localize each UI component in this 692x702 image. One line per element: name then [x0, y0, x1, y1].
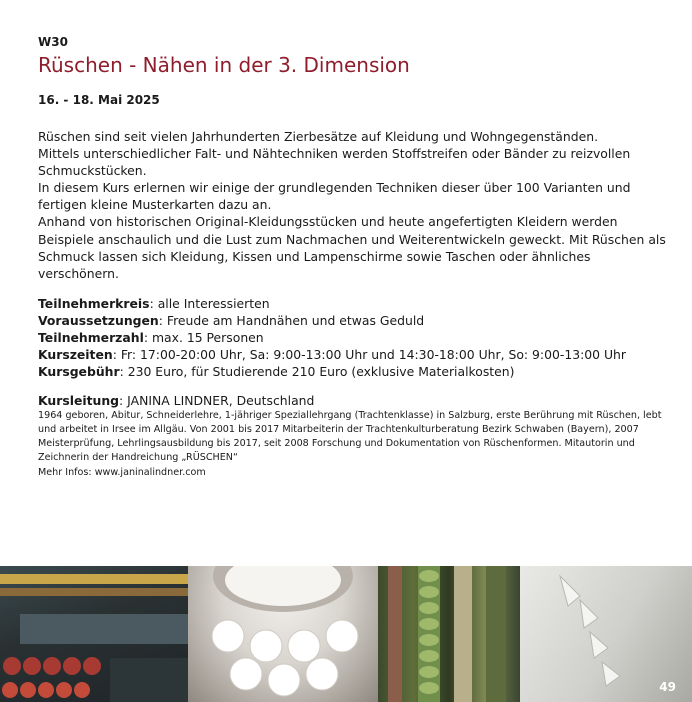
fact-value: 230 Euro, für Studierende 210 Euro (exklusive Materialkosten)	[127, 363, 515, 379]
course-facts	[38, 295, 668, 380]
fact-requirements: Voraussetzungen: Freude am Handnähen und etwas Geduld	[38, 312, 425, 328]
course-description	[38, 128, 668, 282]
photo-white-fabric-ruffle	[520, 566, 692, 702]
description-paragraph: In diesem Kurs erlernen wir einige der grundlegenden Techniken dieser über 100 Varianten und fertigen kleine Musterkarten dazu an.	[38, 180, 631, 213]
fact-participants: Teilnehmerkreis: alle Interessierten	[38, 295, 270, 311]
course-title: Rüschen - Nähen in der 3. Dimension	[38, 53, 410, 77]
description-paragraph: Anhand von historischen Original-Kleidungsstücken und heute angefertigten Kleidern werden Beispiele anschaulich und die Lust zum Nachmachen und Weiterentwickeln geweckt. Mit Rüschen als Schmuck lassen sich Kleidung, Kissen und Lampenschirme sowie Taschen oder ähnliches verschönern.	[38, 214, 666, 281]
fact-value: Freude am Handnähen und etwas Geduld	[166, 312, 425, 328]
ruffle-samples-image	[0, 566, 188, 702]
page-number: 49	[659, 680, 676, 694]
leader-bio: 1964 geboren, Abitur, Schneiderlehre, 1-jähriger Speziallehrgang (Trachtenklasse) in Salzburg, erste Berührung mit Rüschen, lebt und arbeitet in Irsee im Allgäu. Von 2001 bis 2017 Mitarbeiterin der Trachtenkulturberatung Bezirk Schwaben (Bayern), 2007 Meisterprüfung, Lehrlingsausbildung bis 2017, seit 2008 Forschung und Dokumentation von Rüschenformen. Mitautorin und Zeichnerin der Handreichung „RÜSCHEN“	[38, 409, 662, 464]
fact-label: Teilnehmerzahl	[38, 329, 144, 345]
fact-course-fee: Kursgebühr: 230 Euro, für Studierende 210 Euro (exklusive Materialkosten)	[38, 363, 515, 379]
fact-participant-count: Teilnehmerzahl: max. 15 Personen	[38, 329, 264, 345]
fact-label: Voraussetzungen	[38, 312, 159, 328]
photo-ruffle-samples	[0, 566, 188, 702]
photo-braided-trim	[378, 566, 520, 702]
description-paragraph: Rüschen sind seit vielen Jahrhunderten Zierbesätze auf Kleidung und Wohngegenständen.	[38, 129, 599, 144]
fact-value: Fr: 17:00-20:00 Uhr, Sa: 9:00-13:00 Uhr und 14:30-18:00 Uhr, So: 9:00-13:00 Uhr	[120, 346, 626, 362]
fact-label: Teilnehmerkreis	[38, 295, 150, 311]
photo-strip	[0, 566, 692, 702]
fact-value: alle Interessierten	[157, 295, 270, 311]
leader-name: JANINA LINDNER, Deutschland	[127, 392, 315, 408]
braided-trim-image	[378, 566, 520, 702]
description-paragraph: Mittels unterschiedlicher Falt- und Nähtechniken werden Stoffstreifen oder Bänder zu reizvollen Schmuckstücken.	[38, 146, 631, 179]
course-dates: 16. - 18. Mai 2025	[38, 93, 160, 107]
fact-label: Kurszeiten	[38, 346, 113, 362]
fact-label: Kursgebühr	[38, 363, 120, 379]
course-leader: Kursleitung: JANINA LINDNER, Deutschland	[38, 392, 315, 408]
fact-value: max. 15 Personen	[151, 329, 264, 345]
course-code: W30	[38, 35, 68, 49]
photo-white-ruffle-collar	[188, 566, 378, 702]
leader-label: Kursleitung	[38, 392, 120, 408]
fact-course-times: Kurszeiten: Fr: 17:00-20:00 Uhr, Sa: 9:00-13:00 Uhr und 14:30-18:00 Uhr, So: 9:00-13:00 Uhr	[38, 346, 626, 362]
course-content	[38, 34, 668, 480]
white-collar-image	[188, 566, 378, 702]
more-info: Mehr Infos: www.janinalindner.com	[38, 466, 206, 478]
